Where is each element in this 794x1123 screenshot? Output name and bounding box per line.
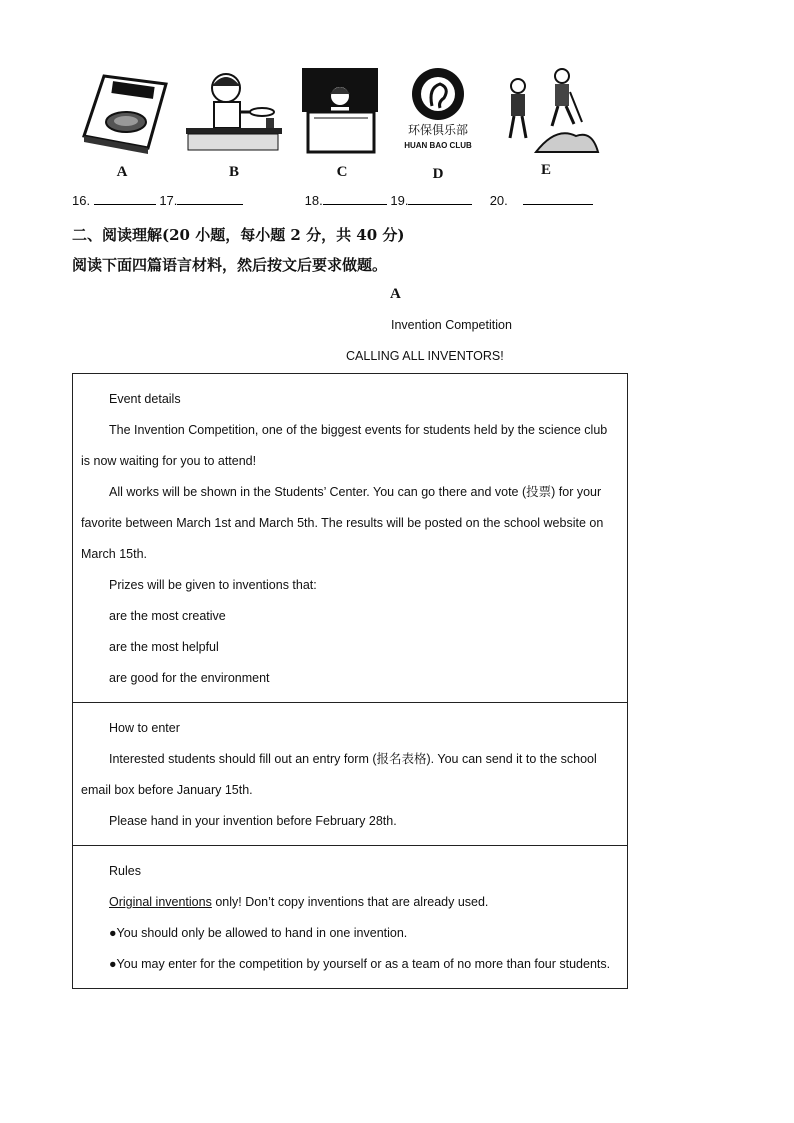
hikers-illustration xyxy=(496,66,600,154)
q16-blank[interactable] xyxy=(94,192,156,205)
section-title: 二、阅读理解(20 小题，每小题 2 分，共 40 分) xyxy=(72,226,405,244)
event-paragraph-1: The Invention Competition, one of the biggest events for students held by the science club is now waiting for you to attend! xyxy=(81,423,608,468)
picture-a xyxy=(72,66,172,181)
underlined-phrase: Original inventions xyxy=(109,895,212,909)
rules-heading: Rules xyxy=(109,864,141,878)
rule-item: ●You should only be allowed to hand in one invention. xyxy=(109,926,408,940)
picture-e-label: E xyxy=(540,162,551,178)
enter-paragraph-1: Interested students should fill out an entry form (报名表格). You can send it to the school email box before January 15th. xyxy=(81,752,597,797)
rules-paragraph-1-rest: only! Don’t copy inventions that are already used. xyxy=(211,895,489,909)
prize-item: are the most helpful xyxy=(109,640,219,654)
q18-label: 18. xyxy=(304,193,323,208)
event-paragraph-2: All works will be shown in the Students’ Center. You can go there and vote (投票) for your favorite between March 1st and March 5th. The results will be posted on the school website on March 15th. xyxy=(81,485,604,561)
q17-blank[interactable] xyxy=(177,192,243,205)
q20-blank[interactable] xyxy=(523,192,593,205)
q20-label: 20. xyxy=(489,193,508,208)
q16-label: 16. xyxy=(72,193,91,208)
passage-table xyxy=(72,373,628,989)
section-instruction: 阅读下面四篇语言材料，然后按文后要求做题。 xyxy=(72,256,388,274)
passage-title: Invention Competition xyxy=(391,318,512,332)
rules-cell xyxy=(73,846,627,988)
book-illustration xyxy=(74,66,170,156)
event-heading: Event details xyxy=(109,392,181,406)
q19-label: 19. xyxy=(390,193,409,208)
logo-cn-text: 环保俱乐部 xyxy=(407,123,469,137)
picture-d xyxy=(388,66,488,183)
picture-row xyxy=(72,66,612,186)
club-logo xyxy=(388,66,488,158)
answer-line xyxy=(72,192,593,208)
picture-c-label: C xyxy=(336,164,348,180)
picture-b xyxy=(184,66,284,181)
q17-label: 17. xyxy=(159,193,178,208)
picture-b-label: B xyxy=(228,164,239,180)
q18-blank[interactable] xyxy=(323,192,387,205)
picture-a-label: A xyxy=(116,164,128,180)
event-details-cell xyxy=(73,374,627,703)
boy-cooking-illustration xyxy=(184,66,284,156)
q19-blank[interactable] xyxy=(408,192,472,205)
passage-subtitle: CALLING ALL INVENTORS! xyxy=(346,349,504,363)
picture-c xyxy=(292,66,392,181)
enter-heading: How to enter xyxy=(109,721,180,735)
teacher-illustration xyxy=(294,66,390,156)
picture-e xyxy=(496,66,596,179)
how-to-enter-cell xyxy=(73,703,627,846)
rules-paragraph-1 xyxy=(81,887,619,918)
prize-item: are good for the environment xyxy=(109,671,270,685)
enter-paragraph-2: Please hand in your invention before February 28th. xyxy=(109,814,397,828)
rule-item: ●You may enter for the competition by yourself or as a team of no more than four students. xyxy=(109,957,611,971)
event-paragraph-3: Prizes will be given to inventions that: xyxy=(109,578,317,592)
prize-item: are the most creative xyxy=(109,609,226,623)
picture-d-label: D xyxy=(432,166,444,182)
logo-en-text: HUAN BAO CLUB xyxy=(404,141,472,150)
passage-letter: A xyxy=(390,286,401,302)
